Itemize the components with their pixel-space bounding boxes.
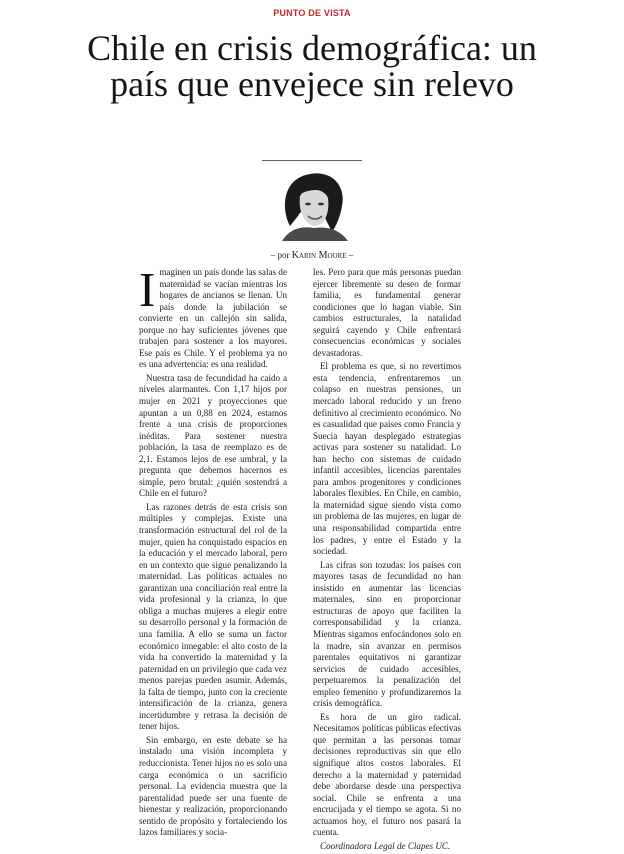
article-paragraph: les. Pero para que más personas puedan ejercer libremente su deseo de formar familia, es fundamental generar condiciones que lo hagan viable. Sin cambios estructurales, la natalidad seguirá cayendo y Chile enfrentará consecuencias económicas y sociales devastadoras. [313,267,461,358]
byline-prefix: – por [270,250,290,260]
author-portrait [262,166,362,241]
byline [0,250,624,261]
article-paragraph: Las cifras son tozudas: los países con mayores tasas de fecundidad no han insistido en aumentar las licencias maternales, sino en proporcionar estructuras de apoyo que faciliten la corresponsabilidad y la crianza. Mientras sigamos enfocándonos solo en la madre, sin avanzar en permisos parentales equitativos ni garantizar servicios de cuidado accesibles, perpetuaremos la penalización del empleo femenino y profundizaremos la crisis demográfica. [313,559,461,709]
article-column-right [313,267,461,854]
article-paragraph: Imaginen un país donde las salas de maternidad se vacían mientras los hogares de ancianos se llenan. Un país donde la jubilación se convierte en un callejón sin salida, porque no hay suficientes jóvenes que trabajen para sostener a los mayores. Ese país es Chile. Y el problema ya no es una advertencia: es una realidad. [139,262,287,370]
headline: Chile en crisis demográfica: un país que envejece sin relevo [87,28,537,104]
drop-cap: I [139,262,156,317]
photo-rule [262,160,362,161]
article-paragraph: Es hora de un giro radical. Necesitamos políticas públicas efectivas que permitan a las personas tomar decisiones reproductivas sin que ello signifique altos costos laborales. El derecho a la maternidad y paternidad debe abordarse desde una perspectiva social. Chile se enfrenta a una encrucijada y el tiempo se agota. Si no actuamos hoy, el futuro nos pasará la cuenta. [313,711,461,838]
article-column-left [139,262,287,841]
article-paragraph: Las razones detrás de esta crisis son múltiples y complejas. Existe una transformación estructural del rol de la mujer, quien ha conquistado espacios en la educación y el mercado laboral, pero en un contexto que sigue penalizando la maternidad. Las políticas actuales no garantizan una conciliación real entre la vida profesional y la crianza, lo que obliga a muchas mujeres a elegir entre su desarrollo personal y la formación de una familia. A ello se suma un factor económico innegable: el alto costo de la vida ha convertido la maternidad y la paternidad en un privilegio que cada vez menos parejas pueden asumir. Además, la falta de tiempo, junto con la creciente intensificación de la crianza, genera incertidumbre y retrasa la decisión de tener hijos. [139,501,287,732]
article-paragraph: El problema es que, si no revertimos esta tendencia, enfrentaremos un colapso en nuestras pensiones, un mercado laboral reducido y un freno definitivo al crecimiento económico. No es casualidad que países como Francia y Suecia hayan desplegado estrategias activas para sostener su natalidad. Lo han hecho con sistemas de cuidado infantil accesibles, licencias parentales para ambos progenitores y condiciones laborales flexibles. En Chile, en cambio, la maternidad sigue siendo vista como un problema de las mujeres, en lugar de una responsabilidad compartida entre los padres, y entre el Estado y la sociedad. [313,361,461,557]
byline-author: Karin Moore [291,250,347,261]
section-label: PUNTO DE VISTA [273,8,351,18]
author-signature: Coordinadora Legal de Clapes UC. [320,840,451,851]
byline-suffix: – [348,250,354,260]
article-paragraph: Sin embargo, en este debate se ha instalado una visión incompleta y reduccionista. Tener hijos no es solo una carga económica o un sacrificio personal. La evidencia muestra que la parentalidad puede ser una fuente de bienestar y realización, proporcionando sentido de propósito y fortaleciendo los lazos familiares y socia- [139,734,287,838]
article-paragraph: Nuestra tasa de fecundidad ha caído a niveles alarmantes. Con 1,17 hijos por mujer en 2021 y proyecciones que apuntan a un 0,88 en 2024, estamos frente a una crisis de proporciones inéditas. Para sostener nuestra población, la tasa de reemplazo es de 2,1. Estamos lejos de ese umbral, y la pregunta que debemos hacernos es simple, pero brutal: ¿quién sostendrá a Chile en el futuro? [139,372,287,499]
